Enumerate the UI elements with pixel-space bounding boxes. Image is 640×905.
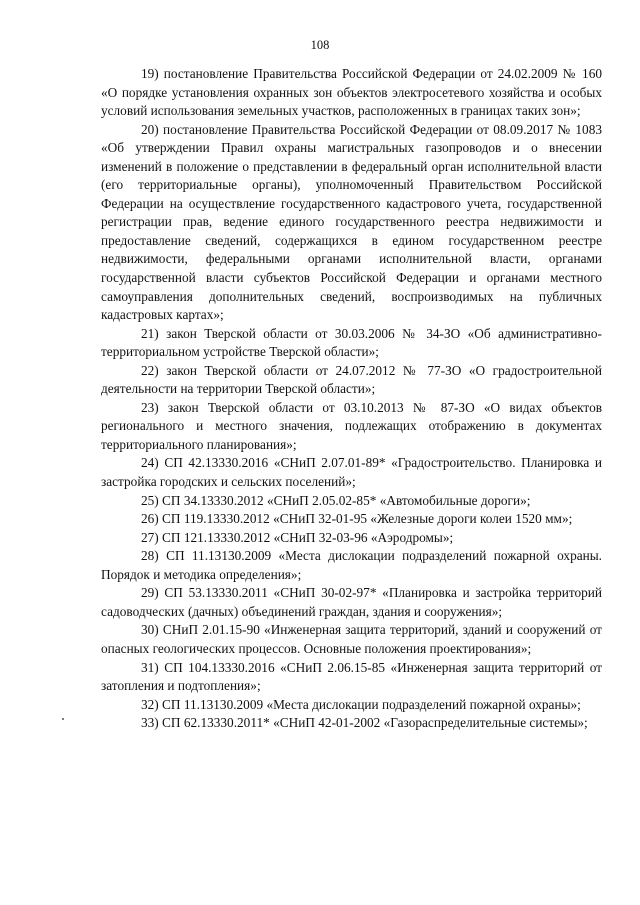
list-item-29: 29) СП 53.13330.2011 «СНиП 30-02-97* «Планировка и застройка территорий садоводческих (дачных) объединений граждан, здания и сооружения»; [101,585,602,619]
list-item-24: 24) СП 42.13330.2016 «СНиП 2.07.01-89* «Градостроительство. Планировка и застройка городских и сельских поселений»; [101,455,602,490]
list-item-26: 26) СП 119.13330.2012 «СНиП 32-01-95 «Железные дороги колеи 1520 мм»; [141,511,573,527]
list-item-21: 21) закон Тверской области от 30.03.2006 № 34-ЗО «Об административно-территориальном устройстве Тверской области»; [101,325,602,360]
list-item-25: 25) СП 34.13330.2012 «СНиП 2.05.02-85* «Автомобильные дороги»; [141,492,531,508]
scan-speck [62,718,64,720]
list-item-32: 32) СП 11.13130.2009 «Места дислокации подразделений пожарной охраны»; [141,696,581,712]
list-item-28: 28) СП 11.13130.2009 «Места дислокации подразделений пожарной охраны. Порядок и методика определения»; [101,548,602,582]
list-item-20: 20) постановление Правительства Российской Федерации от 08.09.2017 № 1083 «Об утверждении Правил охраны магистральных газопроводов и о внесении изменений в положение о представлении в федеральный орган исполнительной власти (его территориальные органы), уполномоченный Правительством Российской Федерации на осуществление государственного кадастрового учета, государственной регистрации прав, ведение единого государственного реестра недвижимости и предоставление сведений, содержащихся в едином государственном реестре недвижимости, федеральными органами исполнительной власти, органами государственной власти субъектов Российской Федерации и органами местного самоуправления дополнительных сведений, воспроизводимых на публичных кадастровых картах»; [101,121,602,323]
list-item-27: 27) СП 121.13330.2012 «СНиП 32-03-96 «Аэродромы»; [141,529,454,545]
list-item-22: 22) закон Тверской области от 24.07.2012 № 77-ЗО «О градостроительной деятельности на территории Тверской области»; [101,362,602,397]
page-number: 108 [310,38,330,52]
list-item-23: 23) закон Тверской области от 03.10.2013 № 87-ЗО «О видах объектов регионального и местного значения, подлежащих отображению в документах территориального планирования»; [101,399,602,452]
list-item-30: 30) СНиП 2.01.15-90 «Инженерная защита территорий, зданий и сооружений от опасных геологических процессов. Основные положения проектирования»; [101,622,602,656]
list-item-31: 31) СП 104.13330.2016 «СНиП 2.06.15-85 «Инженерная защита территорий от затопления и подтопления»; [101,659,602,694]
list-item-19: 19) постановление Правительства Российской Федерации от 24.02.2009 № 160 «О порядке установления охранных зон объектов электросетевого хозяйства и особых условий использования земельных участков, расположенных в границах таких зон»; [101,66,602,119]
regulations-list [101,65,602,733]
list-item-33: 33) СП 62.13330.2011* «СНиП 42-01-2002 «Газораспределительные системы»; [141,715,588,731]
